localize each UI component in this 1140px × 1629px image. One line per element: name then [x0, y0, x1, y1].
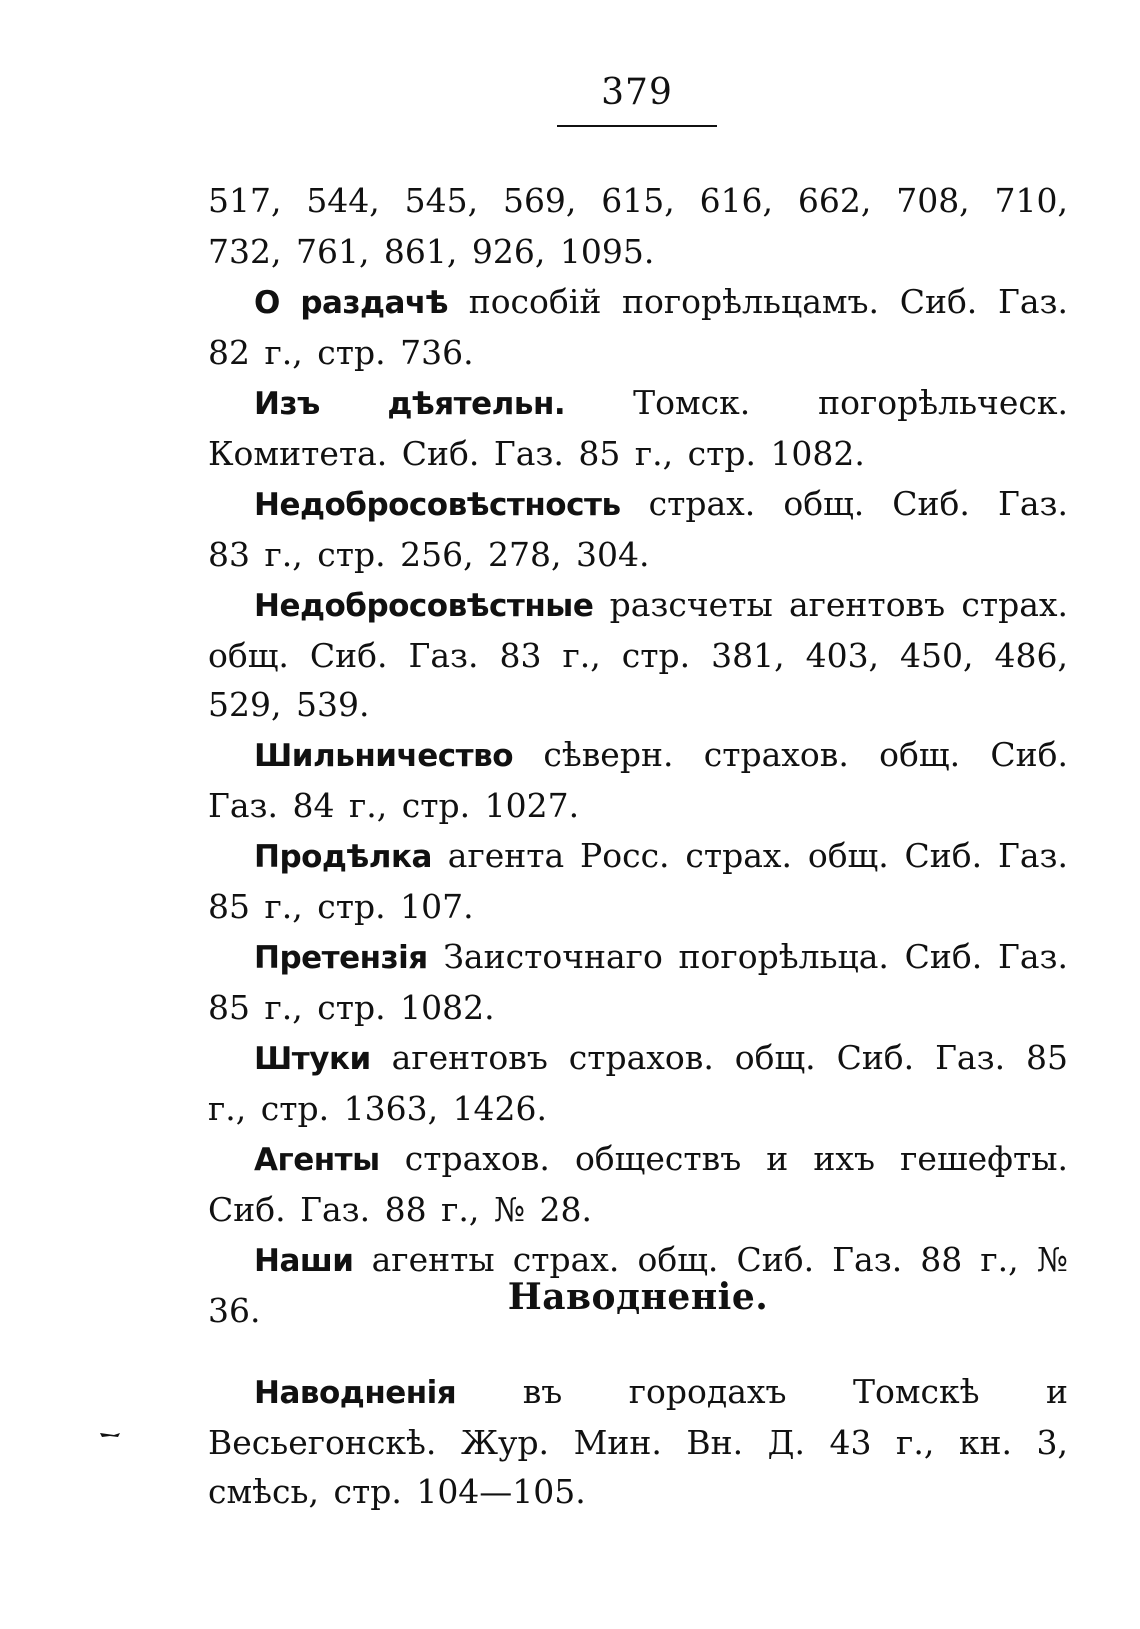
page-number: 379 — [601, 72, 673, 113]
section-heading: Наводненіе. — [507, 1276, 769, 1318]
entry-term: О раздачѣ — [254, 285, 449, 321]
entry-text: страхов. обществъ и ихъ гешефты. Сиб. Газ. 88 г., № 28. — [208, 1139, 1068, 1229]
entry-term: Наши — [254, 1243, 354, 1279]
entry-term: Наводненія — [254, 1375, 457, 1411]
entry-text: страх. общ. Сиб. Газ. 83 г., стр. 256, 278, 304. — [208, 484, 1068, 574]
entry-term: Недобросовѣстные — [254, 588, 594, 624]
entry-text: агенты страх. общ. Сиб. Газ. 88 г., № 36. — [208, 1240, 1068, 1330]
entry — [208, 831, 1068, 931]
entry-term: Шильничество — [254, 738, 514, 774]
entry — [208, 932, 1068, 1032]
entry-continuation — [208, 176, 1068, 276]
entry — [208, 479, 1068, 579]
entry-text: пособій погорѣльцамъ. Сиб. Газ. 82 г., стр. 736. — [208, 282, 1068, 372]
entry-text: Заисточнаго погорѣльца. Сиб. Газ. 85 г., стр. 1082. — [208, 937, 1068, 1027]
entry — [208, 378, 1068, 478]
entry — [208, 1367, 1068, 1516]
entry-term: Продѣлка — [254, 839, 432, 875]
entry-text: сѣверн. страхов. общ. Сиб. Газ. 84 г., стр. 1027. — [208, 735, 1068, 825]
entry-text: 517, 544, 545, 569, 615, 616, 662, 708, 710, 732, 761, 861, 926, 1095. — [208, 181, 1068, 271]
section-entries — [208, 1367, 1068, 1517]
page-number-rule — [557, 125, 717, 127]
bibliography-entries — [208, 176, 1068, 1336]
entry-term: Штуки — [254, 1041, 371, 1077]
entry-term: Недобросовѣстность — [254, 487, 621, 523]
entry-text: въ городахъ Томскѣ и Весьегонскѣ. Жур. Мин. Вн. Д. 43 г., кн. 3, смѣсь, стр. 104—105. — [208, 1372, 1068, 1511]
entry — [208, 730, 1068, 830]
entry-text: Томск. погорѣльческ. Комитета. Сиб. Газ. 85 г., стр. 1082. — [208, 383, 1068, 473]
entry — [208, 1134, 1068, 1234]
ink-speck-icon — [100, 1432, 120, 1438]
entry-term: Агенты — [254, 1142, 380, 1178]
entry — [208, 277, 1068, 377]
entry-term: Претензія — [254, 940, 428, 976]
entry — [208, 1033, 1068, 1133]
entry-text: агентовъ страхов. общ. Сиб. Газ. 85 г., стр. 1363, 1426. — [208, 1038, 1068, 1128]
entry-text: агента Росс. страх. общ. Сиб. Газ. 85 г., стр. 107. — [208, 836, 1068, 926]
entry-term: Изъ дѣятельн. — [254, 386, 566, 422]
entry-text: разсчеты агентовъ страх. общ. Сиб. Газ. 83 г., стр. 381, 403, 450, 486, 529, 539. — [208, 585, 1068, 724]
entry — [208, 580, 1068, 729]
